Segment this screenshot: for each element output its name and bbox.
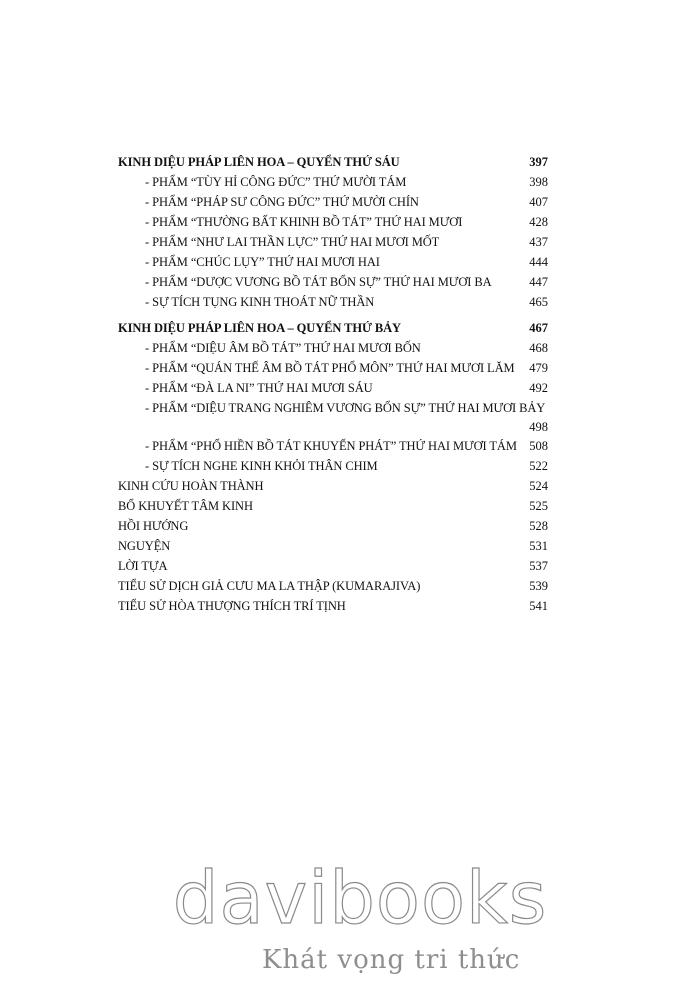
toc-entry (118, 212, 548, 232)
entry-page: 525 (529, 499, 548, 513)
toc-entry (118, 536, 548, 556)
toc-entry (118, 398, 548, 436)
watermark-brand: davibooks (172, 856, 548, 940)
entry-title: - PHẨM “DIỆU TRANG NGHIÊM VƯƠNG BỔN SỰ” THỨ HAI MƯƠI BẢY (145, 398, 548, 418)
entry-page: 522 (529, 459, 548, 473)
toc-entry (118, 436, 548, 456)
entry-title: HỒI HƯỚNG (118, 519, 189, 533)
entry-page: 437 (529, 235, 548, 249)
entry-page: 537 (529, 559, 548, 573)
toc-section-heading (118, 318, 548, 338)
entry-title: KINH CỨU HOÀN THÀNH (118, 479, 264, 493)
entry-title: - PHẨM “TÙY HỈ CÔNG ĐỨC” THỨ MƯỜI TÁM (145, 172, 406, 192)
entry-page: 524 (529, 479, 548, 493)
toc-entry (118, 252, 548, 272)
toc-entry (118, 456, 548, 476)
entry-title: - PHẨM “DƯỢC VƯƠNG BỒ TÁT BỔN SỰ” THỨ HAI MƯƠI BA (145, 272, 492, 292)
entry-page: 444 (529, 255, 548, 269)
entry-title: - SỰ TÍCH NGHE KINH KHỎI THÂN CHIM (145, 456, 378, 476)
toc-entry (118, 496, 548, 516)
table-of-contents (118, 152, 548, 616)
toc-entry (118, 358, 548, 378)
entry-page: 465 (529, 295, 548, 309)
entry-title: - PHẨM “PHỔ HIỀN BỒ TÁT KHUYẾN PHÁT” THỨ HAI MƯƠI TÁM (145, 436, 517, 456)
entry-title: TIỂU SỬ DỊCH GIẢ CƯU MA LA THẬP (KUMARAJIVA) (118, 579, 421, 593)
entry-title: - PHẨM “QUÁN THẾ ÂM BỒ TÁT PHỔ MÔN” THỨ HAI MƯƠI LĂM (145, 358, 515, 378)
toc-entry (118, 292, 548, 312)
toc-entry (118, 338, 548, 358)
entry-title: BỔ KHUYẾT TÂM KINH (118, 499, 253, 513)
entry-title: NGUYỆN (118, 539, 171, 553)
entry-title: LỜI TỰA (118, 559, 168, 573)
toc-entry (118, 172, 548, 192)
toc-entry (118, 596, 548, 616)
toc-entry (118, 476, 548, 496)
entry-page: 447 (529, 275, 548, 289)
entry-page: 541 (529, 599, 548, 613)
entry-page: 539 (529, 579, 548, 593)
entry-title: - PHẨM “NHƯ LAI THẦN LỰC” THỨ HAI MƯƠI MỐT (145, 232, 439, 252)
entry-page: 428 (529, 215, 548, 229)
entry-page: 398 (529, 175, 548, 189)
section-title: KINH DIỆU PHÁP LIÊN HOA – QUYỂN THỨ BẢY (118, 321, 401, 335)
toc-entry (118, 516, 548, 536)
entry-page: 498 (529, 420, 548, 434)
entry-page: 407 (529, 195, 548, 209)
toc-entry (118, 232, 548, 252)
entry-page: 531 (529, 539, 548, 553)
toc-entry (118, 556, 548, 576)
toc-entry (118, 576, 548, 596)
entry-title: - PHẨM “THƯỜNG BẤT KHINH BỒ TÁT” THỨ HAI MƯƠI (145, 212, 462, 232)
entry-page: 508 (529, 439, 548, 453)
entry-title: - PHẨM “DIỆU ÂM BỒ TÁT” THỨ HAI MƯƠI BỐN (145, 338, 421, 358)
entry-title: - PHẨM “PHÁP SƯ CÔNG ĐỨC” THỨ MƯỜI CHÍN (145, 192, 419, 212)
entry-page: 492 (529, 381, 548, 395)
entry-title: - PHẨM “CHÚC LỤY” THỨ HAI MƯƠI HAI (145, 252, 380, 272)
entry-title: - SỰ TÍCH TỤNG KINH THOÁT NỮ THẦN (145, 292, 374, 312)
toc-entry (118, 378, 548, 398)
entry-page: 528 (529, 519, 548, 533)
entry-title: TIỂU SỬ HÒA THƯỢNG THÍCH TRÍ TỊNH (118, 599, 346, 613)
toc-section-heading (118, 152, 548, 172)
toc-entry (118, 272, 548, 292)
section-page: 467 (529, 321, 548, 335)
entry-title: - PHẨM “ĐÀ LA NI” THỨ HAI MƯƠI SÁU (145, 378, 373, 398)
section-title: KINH DIỆU PHÁP LIÊN HOA – QUYỂN THỨ SÁU (118, 155, 400, 169)
watermark-tagline: Khát vọng tri thức (262, 945, 521, 975)
entry-page: 468 (529, 341, 548, 355)
toc-entry (118, 192, 548, 212)
section-page: 397 (529, 155, 548, 169)
entry-page: 479 (529, 361, 548, 375)
